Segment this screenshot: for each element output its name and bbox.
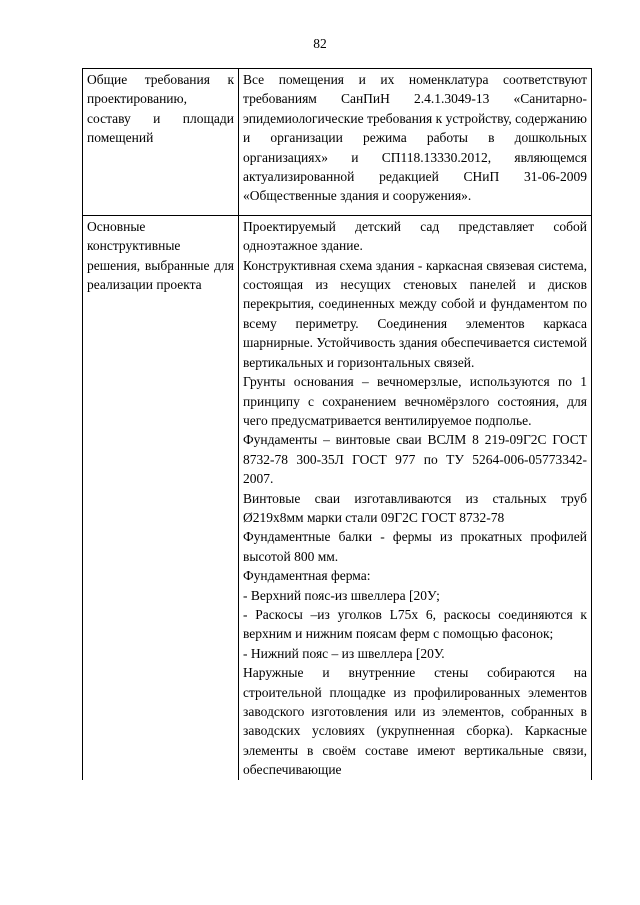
paragraph: Конструктивная схема здания - каркасная связевая система, состоящая из несущих стеновых панелей и дисков перекрытия, соединенных между собой и фундаментом по всему периметру. Соединения элементов каркаса шарнирные. Устойчивость здания обеспечивается системой вертикальных и горизонтальных связей.: [243, 257, 587, 370]
table-row: [83, 215, 592, 779]
row-content: [239, 215, 592, 779]
row-label: Общие требования к проектированию, составу и площади помещений: [83, 69, 239, 216]
paragraph: Фундаментная ферма:: [243, 568, 371, 584]
paragraph: Фундаменты – винтовые сваи ВСЛМ 8 219-09Г2С ГОСТ 8732-78 300-35Л ГОСТ 977 по ТУ 5264-006-05773342-2007.: [243, 432, 587, 487]
paragraph: Все помещения и их номенклатура соответствуют требованиям СанПиН 2.4.1.3049-13 «Санитарно-эпидемиологические требования к устройству, содержанию и организации режима работы в дошкольных организациях» и СП118.13330.2012, являющемся актуализированной редакцией СНиП 31-06-2009 «Общественные здания и сооружения».: [243, 72, 587, 204]
paragraph: Грунты основания – вечномерзлые, используются по 1 принципу с сохранением вечномёрзлого состояния, для чего предусматривается вентилируемое подполье.: [243, 374, 587, 428]
paragraph: - Нижний пояс – из швеллера [20У.: [243, 645, 445, 661]
row-label: Основные конструктивные решения, выбранные для реализации проекта: [83, 215, 239, 779]
paragraph: Фундаментные балки - фермы из прокатных профилей высотой 800 мм.: [243, 529, 587, 564]
paragraph: - Верхний пояс-из швеллера [20У;: [243, 587, 440, 603]
row-content: [239, 69, 592, 216]
paragraph: Наружные и внутренние стены собираются на строительной площадке из профилированных элементов заводского изготовления или из элементов, собранных в заводских условиях (укрупненная сборка). Каркасные элементы в своём составе имеют вертикальные связи, обеспечивающие: [243, 665, 587, 778]
page-number: 82: [313, 36, 327, 51]
paragraph: - Раскосы –из уголков L75х 6, раскосы соединяются к верхним и нижним поясам ферм с помощью фасонок;: [243, 606, 587, 642]
specification-table: [82, 68, 592, 780]
paragraph: Винтовые сваи изготавливаются из стальных труб Ø219х8мм марки стали 09Г2С ГОСТ 8732-78: [243, 490, 587, 525]
paragraph: Проектируемый детский сад представляет собой одноэтажное здание.: [243, 218, 587, 254]
table-row: [83, 69, 592, 216]
